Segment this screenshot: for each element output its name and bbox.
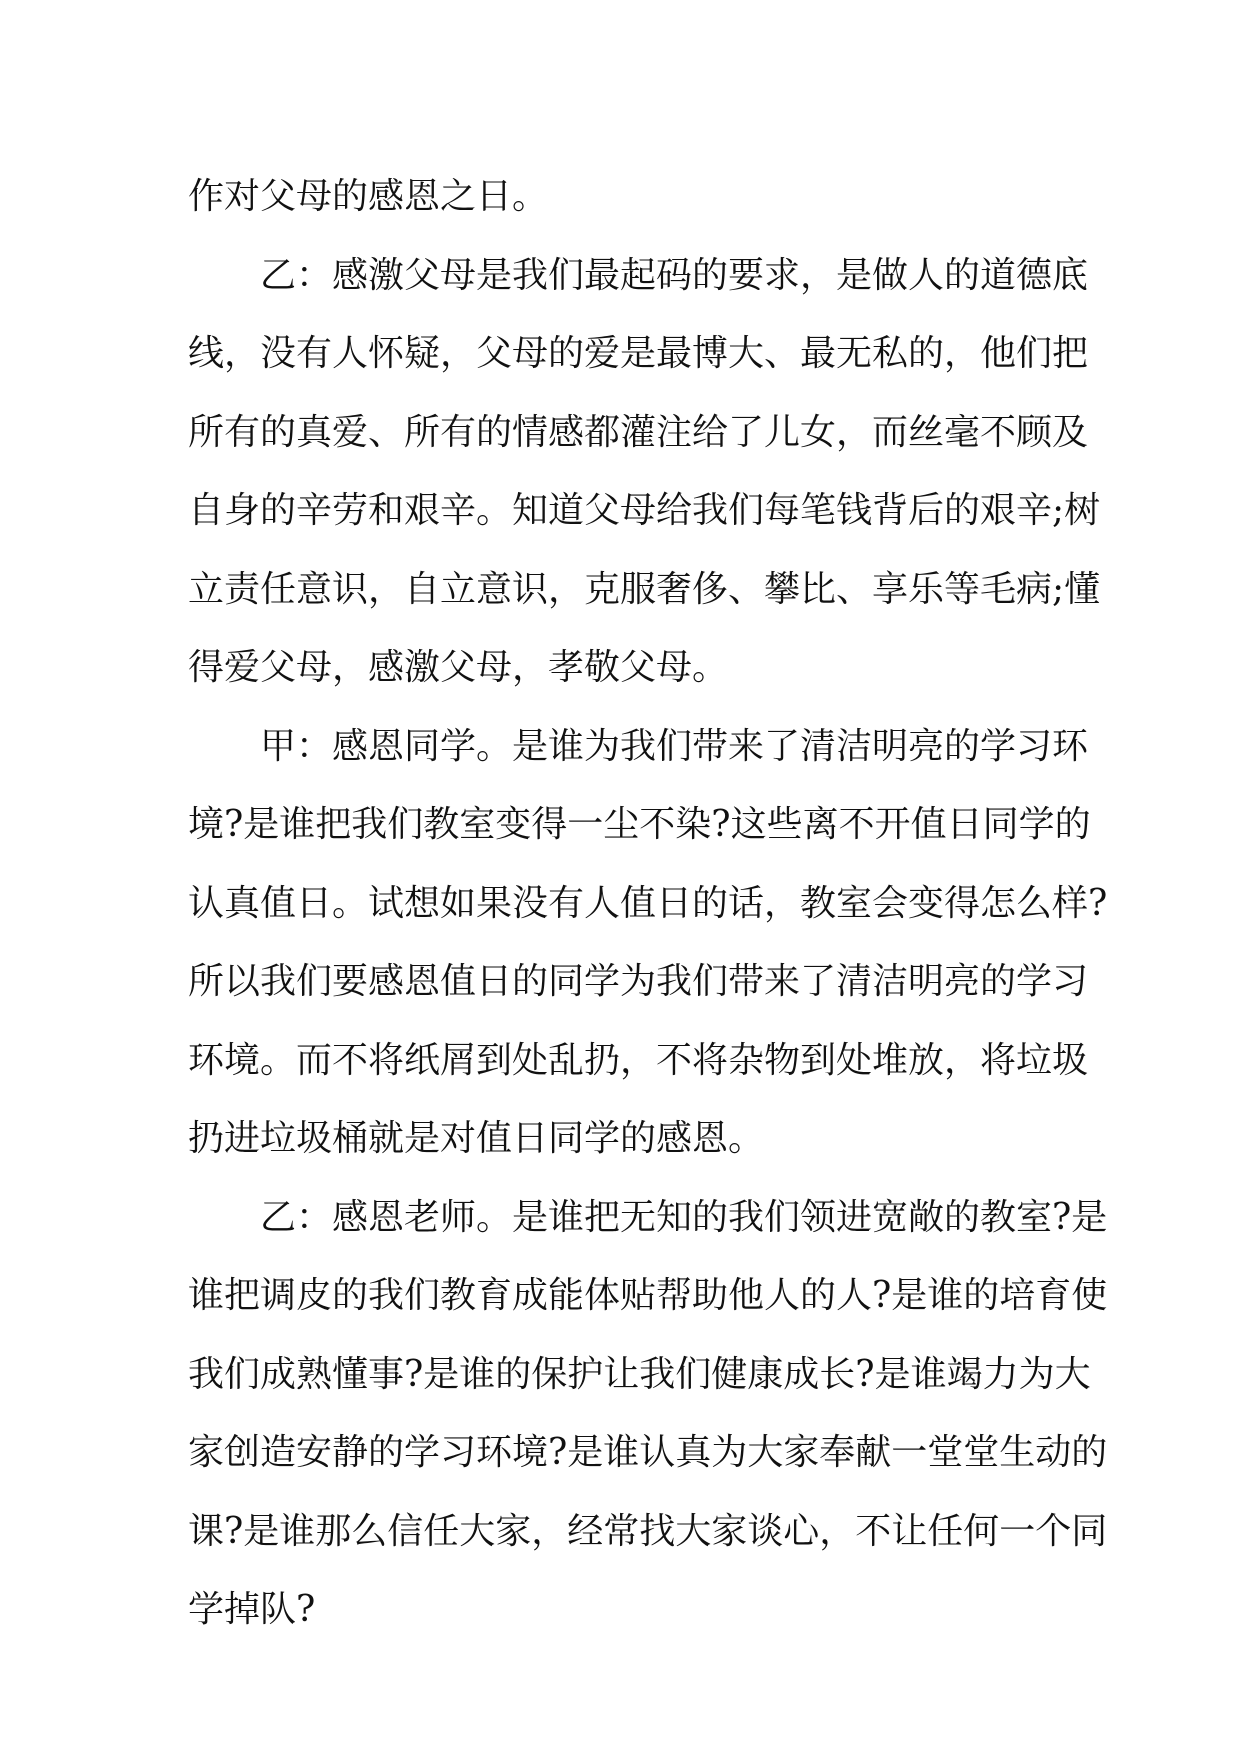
text-line: 线，没有人怀疑，父母的爱是最博大、最无私的，他们把 [188, 333, 1089, 374]
text-line: 作对父母的感恩之日。 [188, 176, 549, 217]
text-line: 自身的辛劳和艰辛。知道父母给我们每笔钱背后的艰辛;树 [188, 490, 1101, 531]
text-line: 境?是谁把我们教室变得一尘不染?这些离不开值日同学的 [188, 804, 1091, 845]
text-line: 扔进垃圾桶就是对值日同学的感恩。 [188, 1118, 765, 1159]
text-line: 家创造安静的学习环境?是谁认真为大家奉献一堂堂生动的 [188, 1432, 1108, 1473]
document-body [188, 158, 1108, 1650]
paragraph-start-line: 乙：感激父母是我们最起码的要求，是做人的道德底 [260, 254, 1089, 296]
paragraph-start-line: 甲：感恩同学。是谁为我们带来了清洁明亮的学习环 [260, 725, 1089, 767]
text-line: 环境。而不将纸屑到处乱扔，不将杂物到处堆放，将垃圾 [188, 1039, 1089, 1081]
text-line: 我们成熟懂事?是谁的保护让我们健康成长?是谁竭力为大 [188, 1353, 1091, 1395]
text-line: 所有的真爱、所有的情感都灌注给了儿女，而丝毫不顾及 [188, 411, 1089, 453]
text-line: 认真值日。试想如果没有人值日的话，教室会变得怎么样? [188, 882, 1108, 924]
text-line: 课?是谁那么信任大家，经常找大家谈心，不让任何一个同 [188, 1510, 1108, 1552]
text-line: 立责任意识，自立意识，克服奢侈、攀比、享乐等毛病;懂 [188, 568, 1101, 610]
text-line: 学掉队? [188, 1589, 316, 1630]
text-line: 谁把调皮的我们教育成能体贴帮助他人的人?是谁的培育使 [188, 1275, 1108, 1316]
text-line: 所以我们要感恩值日的同学为我们带来了清洁明亮的学习 [188, 961, 1089, 1002]
paragraph-start-line: 乙：感恩老师。是谁把无知的我们领进宽敞的教室?是 [260, 1196, 1108, 1238]
text-line: 得爱父母，感激父母，孝敬父母。 [188, 647, 729, 688]
